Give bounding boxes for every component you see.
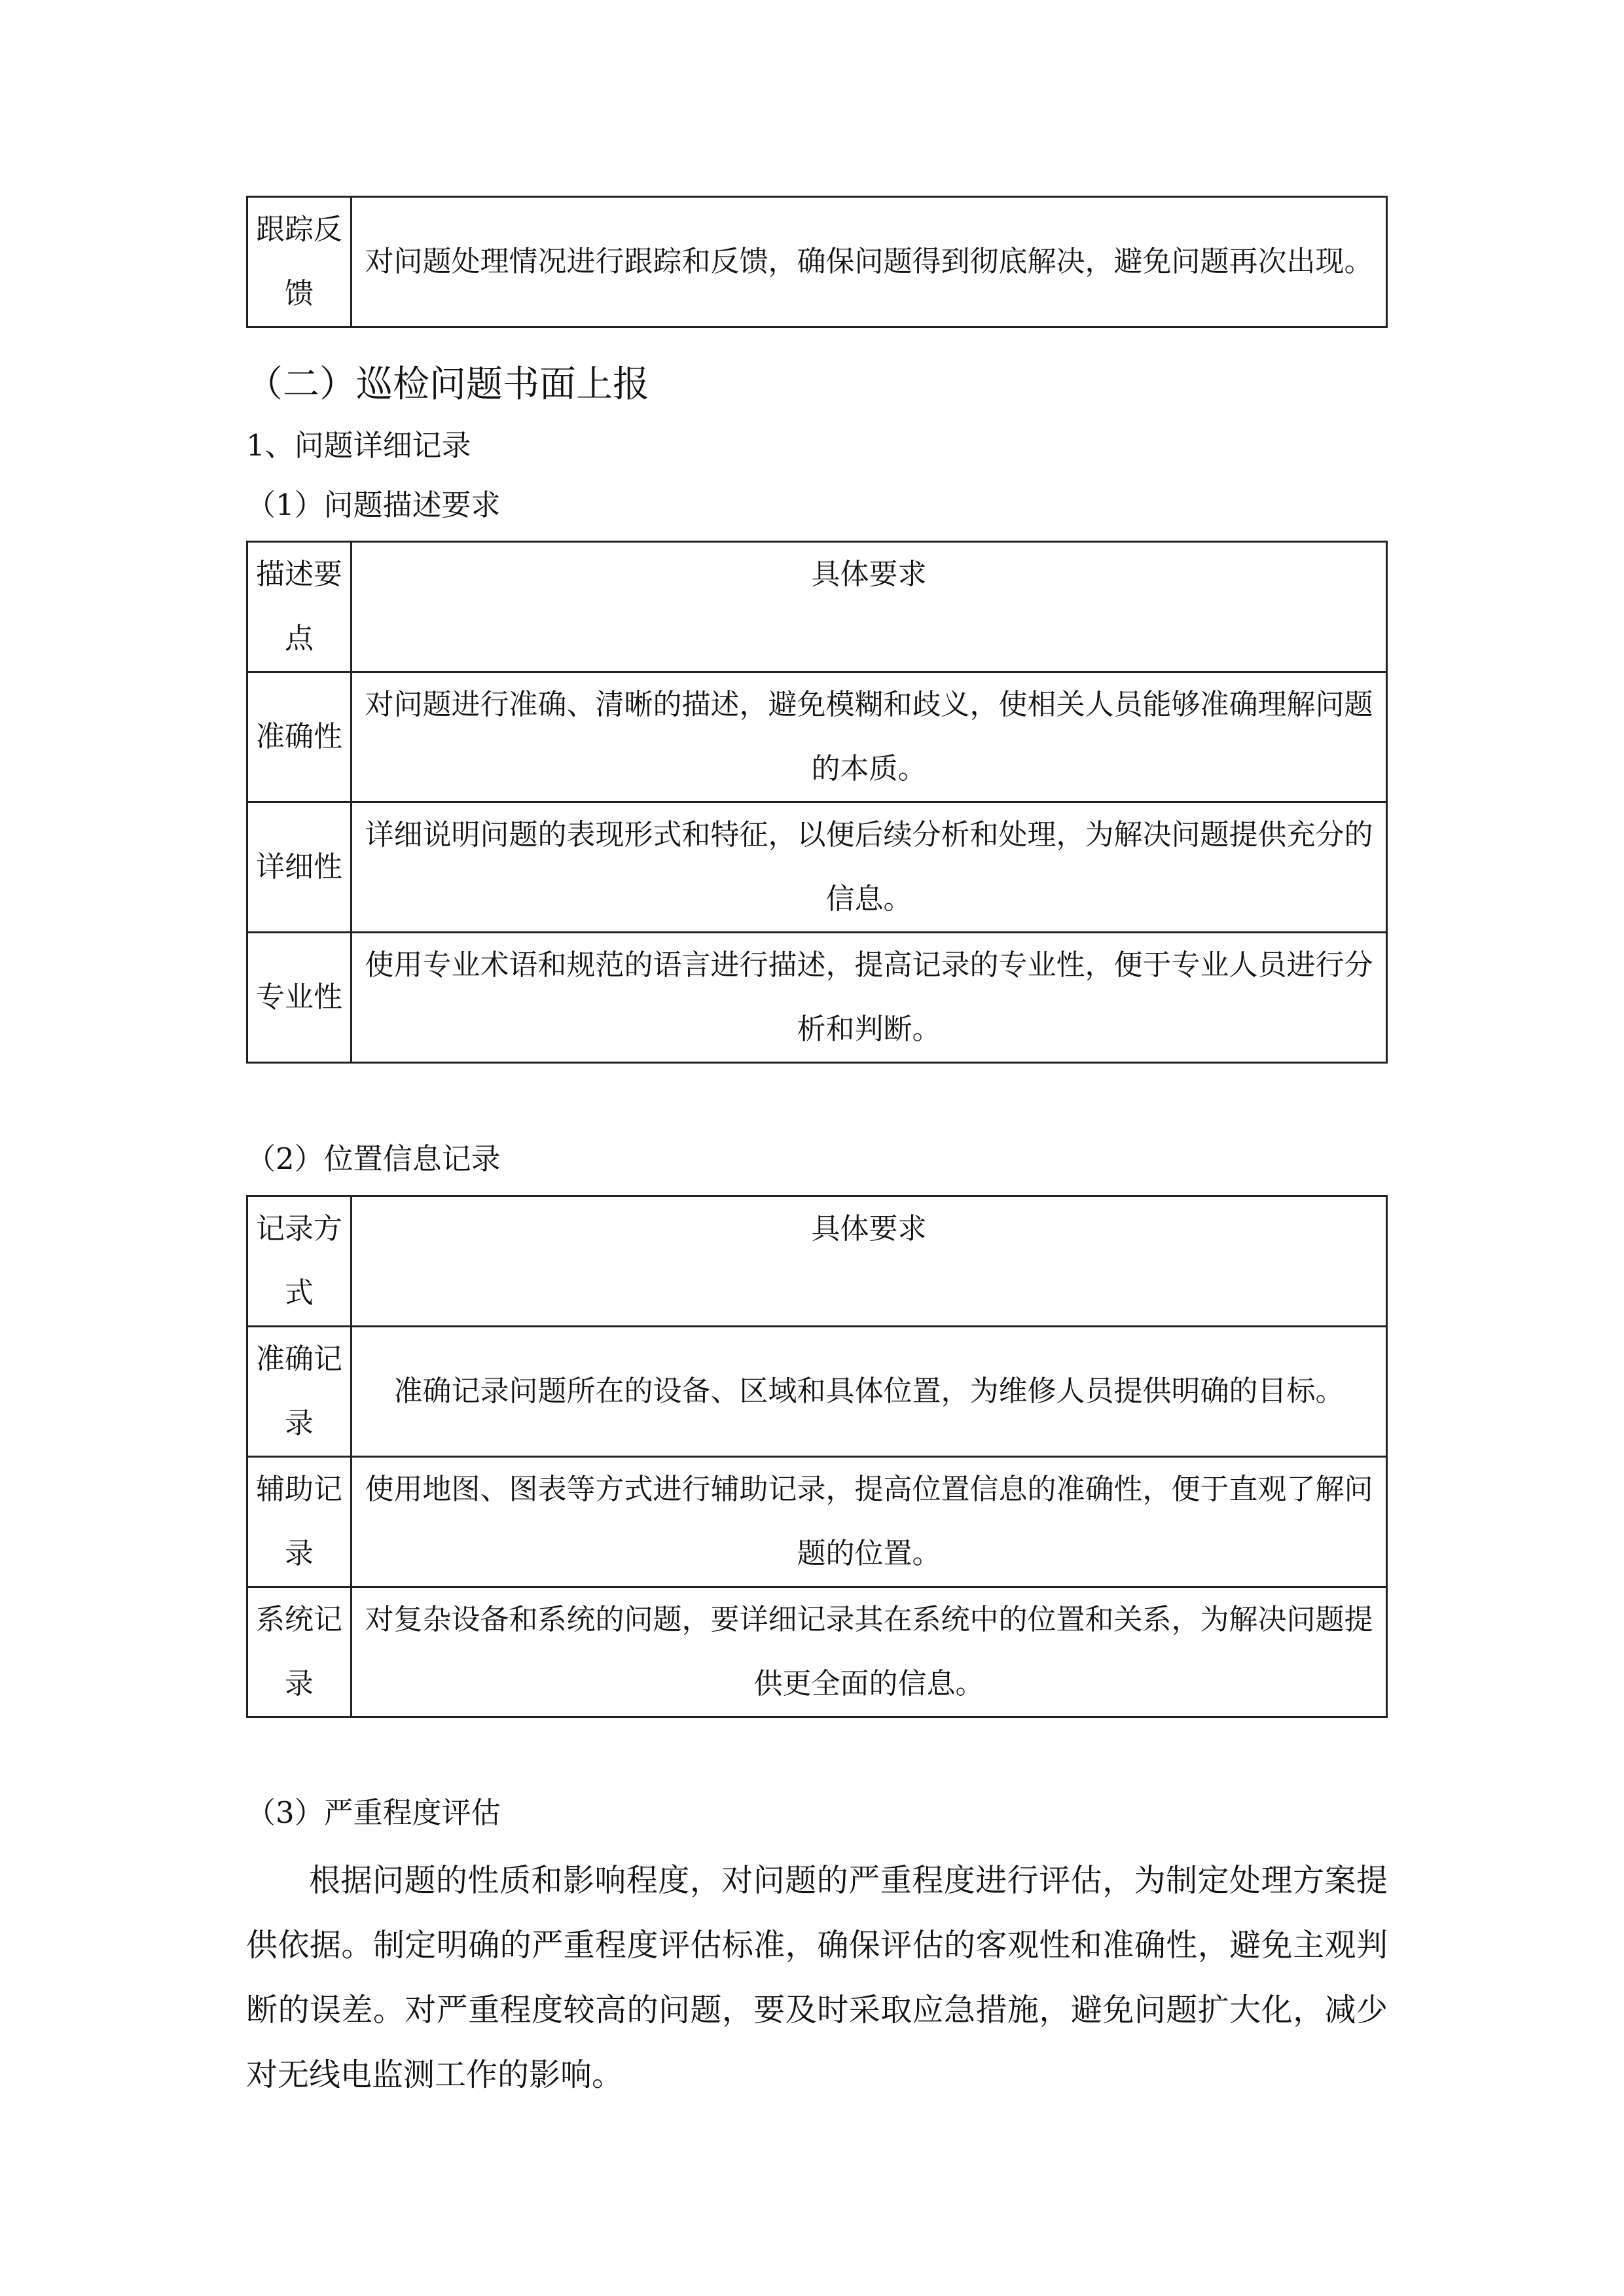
table-row [247, 1457, 1387, 1587]
table-header-row [247, 542, 1387, 672]
location-recording-table [246, 1195, 1388, 1718]
row-label: 辅助记录 [247, 1457, 352, 1587]
table-row [247, 197, 1387, 327]
row-label: 跟踪反馈 [247, 197, 352, 327]
table-row [247, 933, 1387, 1063]
desc-heading: （1）问题描述要求 [246, 488, 501, 522]
row-text: 使用专业术语和规范的语言进行描述，提高记录的专业性，便于专业人员进行分析和判断。 [352, 933, 1387, 1063]
table-row [247, 672, 1387, 802]
row-label: 准确性 [247, 672, 352, 802]
header-label: 描述要点 [247, 542, 352, 672]
severity-paragraph: 根据问题的性质和影响程度，对问题的严重程度进行评估，为制定处理方案提供依据。制定明确的严重程度评估标准，确保评估的客观性和准确性，避免主观判断的误差。对严重程度较高的问题，要及时采取应急措施，避免问题扩大化，减少对无线电监测工作的影响。 [246, 1862, 1388, 2093]
subsection-heading: 1、问题详细记录 [246, 428, 471, 463]
table-header-row [247, 1196, 1387, 1327]
header-text: 具体要求 [352, 1196, 1387, 1327]
row-text: 对问题处理情况进行跟踪和反馈，确保问题得到彻底解决，避免问题再次出现。 [352, 197, 1387, 327]
table-row [247, 1327, 1387, 1457]
row-text: 准确记录问题所在的设备、区域和具体位置，为维修人员提供明确的目标。 [352, 1327, 1387, 1457]
tracking-feedback-table [246, 196, 1388, 328]
header-text: 具体要求 [352, 542, 1387, 672]
row-text: 使用地图、图表等方式进行辅助记录，提高位置信息的准确性，便于直观了解问题的位置。 [352, 1457, 1387, 1587]
row-label: 专业性 [247, 933, 352, 1063]
header-label: 记录方式 [247, 1196, 352, 1327]
table-row [247, 802, 1387, 933]
row-text: 对复杂设备和系统的问题，要详细记录其在系统中的位置和关系，为解决问题提供更全面的信息。 [352, 1587, 1387, 1717]
severity-heading: （3）严重程度评估 [246, 1795, 501, 1830]
section-heading: （二）巡检问题书面上报 [246, 363, 649, 406]
row-label: 准确记录 [247, 1327, 352, 1457]
location-heading: （2）位置信息记录 [246, 1141, 501, 1176]
row-label: 详细性 [247, 802, 352, 933]
description-requirements-table [246, 541, 1388, 1064]
row-label: 系统记录 [247, 1587, 352, 1717]
row-text: 对问题进行准确、清晰的描述，避免模糊和歧义，使相关人员能够准确理解问题的本质。 [352, 672, 1387, 802]
row-text: 详细说明问题的表现形式和特征，以便后续分析和处理，为解决问题提供充分的信息。 [352, 802, 1387, 933]
table-row [247, 1587, 1387, 1717]
